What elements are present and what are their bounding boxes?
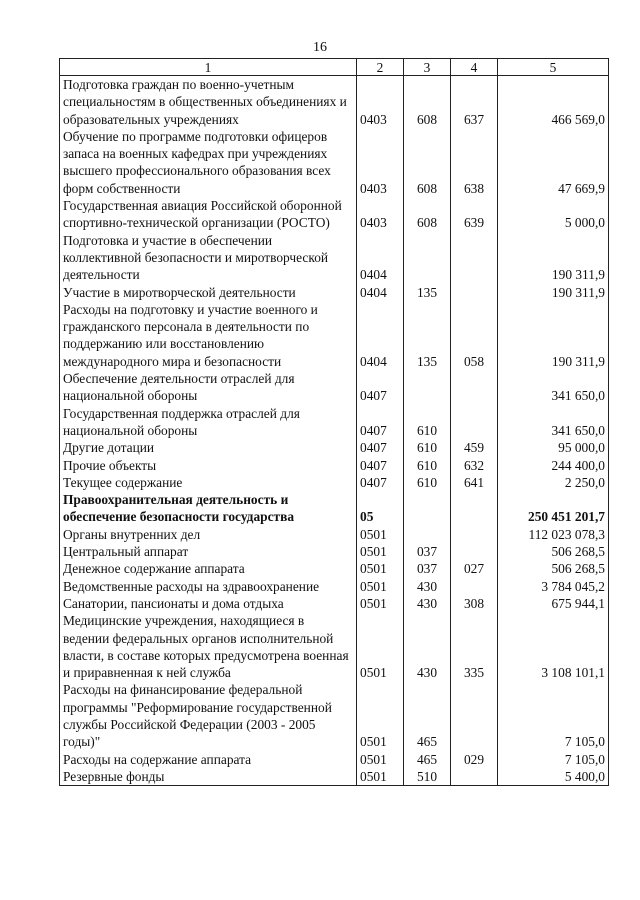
row-section-code: 0407	[357, 457, 404, 474]
row-target-code: 610	[404, 457, 451, 474]
row-name: Резервные фонды	[60, 768, 357, 786]
row-section-code: 0501	[357, 578, 404, 595]
row-expense-type-code	[451, 526, 498, 543]
column-header: 3	[404, 59, 451, 76]
row-name: Прочие объекты	[60, 457, 357, 474]
row-target-code: 430	[404, 612, 451, 681]
row-expense-type-code	[451, 370, 498, 405]
row-amount: 5 000,0	[498, 197, 609, 232]
row-expense-type-code: 308	[451, 595, 498, 612]
column-header: 4	[451, 59, 498, 76]
row-target-code: 610	[404, 474, 451, 491]
row-section-code: 0404	[357, 301, 404, 370]
row-target-code: 430	[404, 578, 451, 595]
row-expense-type-code	[451, 578, 498, 595]
row-amount: 244 400,0	[498, 457, 609, 474]
row-target-code	[404, 370, 451, 405]
row-name: Правоохранительная деятельность и обеспечение безопасности государства	[60, 491, 357, 526]
row-amount: 3 108 101,1	[498, 612, 609, 681]
row-section-code: 0501	[357, 526, 404, 543]
row-target-code: 510	[404, 768, 451, 786]
row-target-code: 135	[404, 284, 451, 301]
row-name: Центральный аппарат	[60, 543, 357, 560]
row-expense-type-code	[451, 405, 498, 440]
row-name: Расходы на подготовку и участие военного и гражданского персонала в деятельности по поддержанию или восстановлению международного мира и безопасности	[60, 301, 357, 370]
row-target-code: 465	[404, 751, 451, 768]
table-row	[60, 439, 609, 456]
row-section-code: 0501	[357, 595, 404, 612]
row-section-code: 0407	[357, 370, 404, 405]
row-amount: 47 669,9	[498, 128, 609, 197]
table-body	[60, 76, 609, 786]
row-expense-type-code: 459	[451, 439, 498, 456]
budget-table	[59, 58, 609, 786]
column-header: 2	[357, 59, 404, 76]
table-row	[60, 578, 609, 595]
row-target-code	[404, 526, 451, 543]
row-amount: 506 268,5	[498, 543, 609, 560]
row-target-code: 608	[404, 128, 451, 197]
table-row	[60, 768, 609, 786]
row-expense-type-code: 637	[451, 76, 498, 128]
row-amount: 5 400,0	[498, 768, 609, 786]
row-target-code: 610	[404, 439, 451, 456]
row-name: Государственная поддержка отраслей для национальной обороны	[60, 405, 357, 440]
row-amount: 7 105,0	[498, 751, 609, 768]
row-name: Расходы на финансирование федеральной программы "Реформирование государственной службы Российской Федерации (2003 - 2005 годы)"	[60, 681, 357, 750]
table-row	[60, 491, 609, 526]
row-name: Санатории, пансионаты и дома отдыха	[60, 595, 357, 612]
row-expense-type-code: 632	[451, 457, 498, 474]
table-row	[60, 681, 609, 750]
row-amount: 506 268,5	[498, 560, 609, 577]
row-amount: 341 650,0	[498, 405, 609, 440]
row-name: Текущее содержание	[60, 474, 357, 491]
table-row	[60, 526, 609, 543]
row-expense-type-code	[451, 284, 498, 301]
row-target-code: 608	[404, 76, 451, 128]
row-name: Медицинские учреждения, находящиеся в ведении федеральных органов исполнительной власти, в составе которых предусмотрена военная и приравненная к ней служба	[60, 612, 357, 681]
row-name: Денежное содержание аппарата	[60, 560, 357, 577]
row-section-code: 05	[357, 491, 404, 526]
table-row	[60, 595, 609, 612]
row-target-code	[404, 491, 451, 526]
row-section-code: 0501	[357, 612, 404, 681]
row-target-code: 135	[404, 301, 451, 370]
row-expense-type-code	[451, 681, 498, 750]
row-target-code: 037	[404, 560, 451, 577]
table-row	[60, 301, 609, 370]
row-name: Органы внутренних дел	[60, 526, 357, 543]
row-name: Подготовка граждан по военно-учетным специальностям в общественных объединениях и образовательных учреждениях	[60, 76, 357, 128]
row-expense-type-code: 641	[451, 474, 498, 491]
row-section-code: 0403	[357, 76, 404, 128]
table-row	[60, 76, 609, 128]
row-target-code	[404, 232, 451, 284]
row-target-code: 430	[404, 595, 451, 612]
row-section-code: 0501	[357, 768, 404, 786]
row-section-code: 0407	[357, 405, 404, 440]
row-name: Другие дотации	[60, 439, 357, 456]
row-section-code: 0404	[357, 232, 404, 284]
row-section-code: 0501	[357, 681, 404, 750]
column-header: 5	[498, 59, 609, 76]
row-expense-type-code: 029	[451, 751, 498, 768]
table-row	[60, 457, 609, 474]
row-expense-type-code	[451, 768, 498, 786]
row-expense-type-code	[451, 543, 498, 560]
row-section-code: 0501	[357, 751, 404, 768]
row-expense-type-code	[451, 232, 498, 284]
column-header: 1	[60, 59, 357, 76]
row-expense-type-code: 058	[451, 301, 498, 370]
row-name: Государственная авиация Российской оборонной спортивно-технической организации (РОСТО)	[60, 197, 357, 232]
row-name: Обучение по программе подготовки офицеров запаса на военных кафедрах при учреждениях высшего профессионального образования всех форм собственности	[60, 128, 357, 197]
table-row	[60, 560, 609, 577]
row-amount: 95 000,0	[498, 439, 609, 456]
table-row	[60, 405, 609, 440]
table-row	[60, 474, 609, 491]
table-row	[60, 543, 609, 560]
table-row	[60, 751, 609, 768]
row-amount: 190 311,9	[498, 301, 609, 370]
row-amount: 341 650,0	[498, 370, 609, 405]
table-header-row	[60, 59, 609, 76]
page-number: 16	[313, 40, 327, 55]
row-amount: 7 105,0	[498, 681, 609, 750]
row-name: Расходы на содержание аппарата	[60, 751, 357, 768]
row-section-code: 0501	[357, 543, 404, 560]
row-amount: 675 944,1	[498, 595, 609, 612]
row-amount: 3 784 045,2	[498, 578, 609, 595]
row-section-code: 0407	[357, 439, 404, 456]
row-section-code: 0403	[357, 197, 404, 232]
row-expense-type-code: 638	[451, 128, 498, 197]
row-target-code: 608	[404, 197, 451, 232]
row-target-code: 037	[404, 543, 451, 560]
table-row	[60, 128, 609, 197]
row-section-code: 0501	[357, 560, 404, 577]
row-amount: 466 569,0	[498, 76, 609, 128]
row-target-code: 465	[404, 681, 451, 750]
table-row	[60, 612, 609, 681]
row-name: Подготовка и участие в обеспечении коллективной безопасности и миротворческой деятельности	[60, 232, 357, 284]
row-amount: 112 023 078,3	[498, 526, 609, 543]
table-row	[60, 197, 609, 232]
row-amount: 250 451 201,7	[498, 491, 609, 526]
row-section-code: 0403	[357, 128, 404, 197]
row-name: Ведомственные расходы на здравоохранение	[60, 578, 357, 595]
row-target-code: 610	[404, 405, 451, 440]
table-row	[60, 370, 609, 405]
table-row	[60, 284, 609, 301]
row-amount: 2 250,0	[498, 474, 609, 491]
row-amount: 190 311,9	[498, 284, 609, 301]
row-name: Участие в миротворческой деятельности	[60, 284, 357, 301]
row-name: Обеспечение деятельности отраслей для национальной обороны	[60, 370, 357, 405]
row-section-code: 0404	[357, 284, 404, 301]
row-expense-type-code: 639	[451, 197, 498, 232]
row-amount: 190 311,9	[498, 232, 609, 284]
table-row	[60, 232, 609, 284]
row-expense-type-code: 027	[451, 560, 498, 577]
row-section-code: 0407	[357, 474, 404, 491]
row-expense-type-code	[451, 491, 498, 526]
row-expense-type-code: 335	[451, 612, 498, 681]
